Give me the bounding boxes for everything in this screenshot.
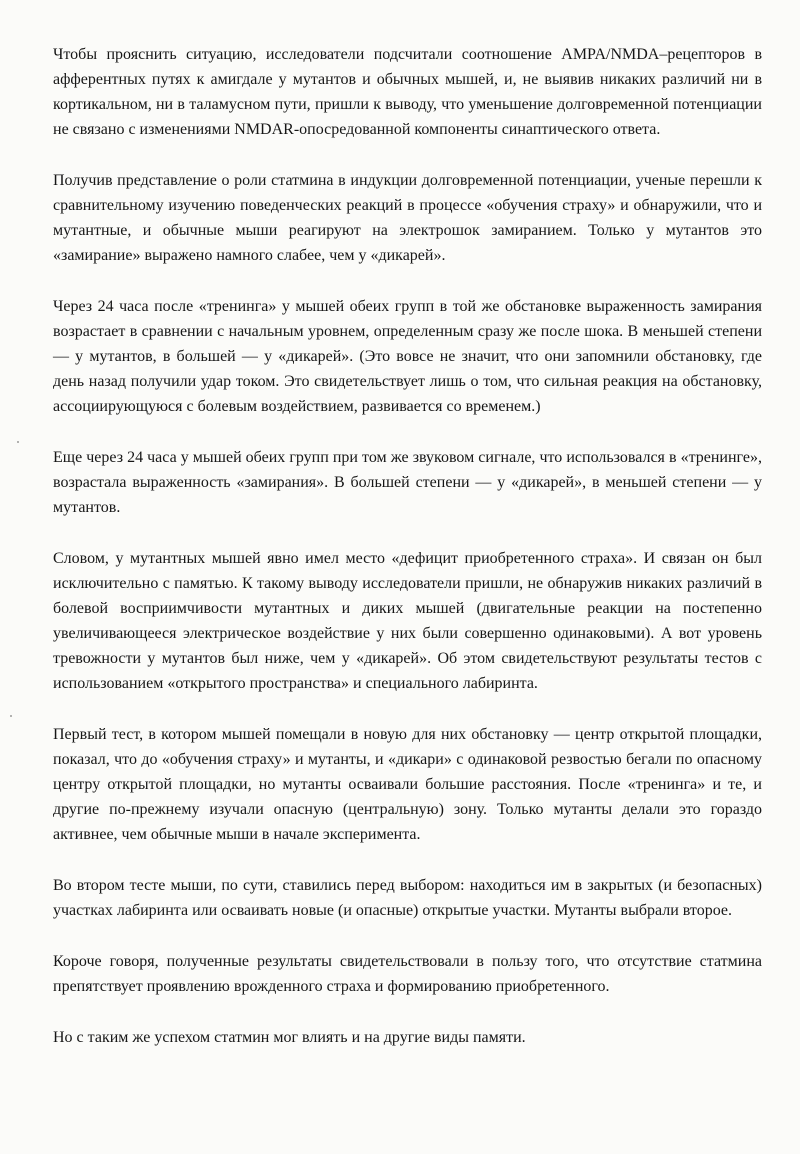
paragraph: Еще через 24 часа у мышей обеих групп при том же звуковом сигнале, что использовался в «тренинге», возрастала выраженность «замирания». В большей степени — у «дикарей», в меньшей степени — у мутантов. (53, 449, 762, 516)
paragraph: Во втором тесте мыши, по сути, ставились перед выбором: находиться им в закрытых (и безопасных) участках лабиринта или осваивать новые (и опасные) открытые участки. Мутанты выбрали второе. (53, 877, 762, 919)
document-body (53, 42, 762, 1076)
paragraph: Словом, у мутантных мышей явно имел место «дефицит приобретенного страха». И связан он был исключительно с памятью. К такому выводу исследователи пришли, не обнаружив никаких различий в болевой восприимчивости мутантных и диких мышей (двигательные реакции на постепенно увеличивающееся электрическое воздействие у них были совершенно одинаковыми). А вот уровень тревожности у мутантов был ниже, чем у «дикарей». Об этом свидетельствуют результаты тестов с использованием «открытого пространства» и специального лабиринта. (53, 550, 762, 692)
scan-speck (10, 715, 12, 717)
paragraph: Получив представление о роли статмина в индукции долговременной потенциации, ученые перешли к сравнительному изучению поведенческих реакций в процессе «обучения страху» и обнаружили, что и мутантные, и обычные мыши реагируют на электрошок замиранием. Только у мутантов это «замирание» выражено намного слабее, чем у «дикарей». (53, 172, 762, 264)
scan-speck (17, 441, 19, 443)
paragraph: Но с таким же успехом статмин мог влиять и на другие виды памяти. (53, 1029, 526, 1046)
paragraph: Через 24 часа после «тренинга» у мышей обеих групп в той же обстановке выраженность замирания возрастает в сравнении с начальным уровнем, определенным сразу же после шока. В меньшей степени — у мутантов, в большей — у «дикарей». (Это вовсе не значит, что они запомнили обстановку, где день назад получили удар током. Это свидетельствует лишь о том, что сильная реакция на обстановку, ассоциирующуюся с болевым воздействием, развивается со временем.) (53, 298, 762, 415)
paragraph: Чтобы прояснить ситуацию, исследователи подсчитали соотношение AMPA/NMDA–рецепторов в афферентных путях к амигдале у мутантов и обычных мышей, и, не выявив никаких различий ни в кортикальном, ни в таламусном пути, пришли к выводу, что уменьшение долговременной потенциации не связано с изменениями NMDAR-опосредованной компоненты синаптического ответа. (53, 46, 762, 138)
paragraph: Короче говоря, полученные результаты свидетельствовали в пользу того, что отсутствие статмина препятствует проявлению врожденного страха и формированию приобретенного. (53, 953, 762, 995)
paragraph: Первый тест, в котором мышей помещали в новую для них обстановку — центр открытой площадки, показал, что до «обучения страху» и мутанты, и «дикари» с одинаковой резвостью бегали по опасному центру открытой площадки, но мутанты осваивали большие расстояния. После «тренинга» и те, и другие по-прежнему изучали опасную (центральную) зону. Только мутанты делали это гораздо активнее, чем обычные мыши в начале эксперимента. (53, 726, 762, 843)
